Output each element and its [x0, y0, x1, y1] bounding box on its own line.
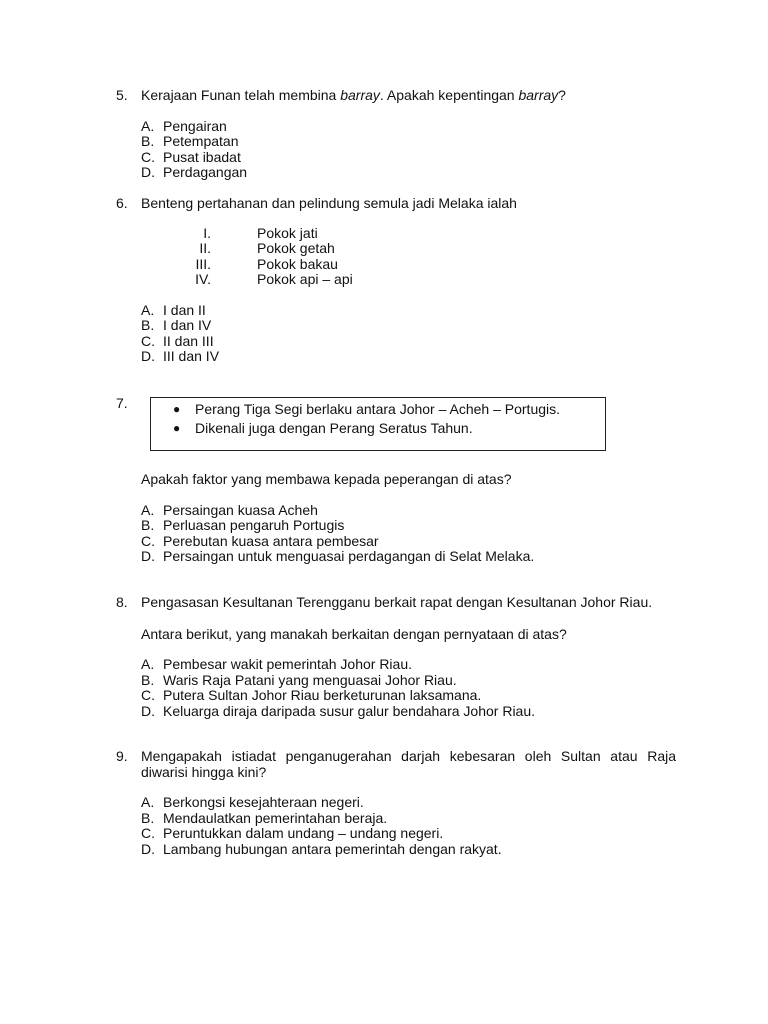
- roman-item: II. Pokok getah: [199, 240, 335, 256]
- question-stem: Apakah faktor yang membawa kepada peperangan di atas?: [141, 471, 512, 487]
- options-list: [141, 119, 676, 181]
- option-d[interactable]: D. Lambang hubungan antara pemerintah dengan rakyat.: [141, 840, 502, 857]
- question-6: [116, 196, 676, 365]
- option-a[interactable]: A. Berkongsi kesejahteraan negeri.: [141, 794, 364, 810]
- question-stem: Benteng pertahanan dan pelindung semula jadi Melaka ialah: [141, 195, 517, 211]
- roman-list: [173, 226, 676, 288]
- option-b[interactable]: B. Petempatan: [141, 133, 239, 149]
- question-number: 8.: [116, 594, 128, 610]
- question-stem-line1: Mengapakah istiadat penganugerahan darjah kebesaran oleh Sultan atau Raja: [141, 748, 676, 764]
- question-number: 6.: [116, 195, 128, 211]
- option-d[interactable]: D. III dan IV: [141, 348, 220, 364]
- question-stem-line2: diwarisi hingga kini?: [141, 763, 267, 780]
- option-d[interactable]: D. Persaingan untuk menguasai perdagangan di Selat Melaka.: [141, 548, 535, 564]
- bullet-item: ● Perang Tiga Segi berlaku antara Johor – Acheh – Portugis.: [173, 401, 561, 417]
- roman-item: III. Pokok bakau: [195, 255, 338, 272]
- options-list: [141, 303, 676, 365]
- statement-box: [150, 397, 606, 451]
- option-c[interactable]: C. Perebutan kuasa antara pembesar: [141, 532, 379, 549]
- option-b[interactable]: B. I dan IV: [141, 317, 212, 333]
- option-a[interactable]: A. Pengairan: [141, 117, 227, 134]
- question-5: [116, 88, 676, 181]
- question-stem: Pengasasan Kesultanan Terengganu berkait rapat dengan Kesultanan Johor Riau.: [141, 594, 653, 610]
- option-a[interactable]: A. Persaingan kuasa Acheh: [141, 501, 318, 518]
- roman-item: IV. Pokok api – api: [195, 271, 353, 287]
- option-c[interactable]: C. Peruntukkan dalam undang – undang negeri.: [141, 825, 444, 841]
- option-b[interactable]: B. Perluasan pengaruh Portugis: [141, 517, 345, 533]
- option-a[interactable]: A. I dan II: [141, 301, 206, 318]
- question-8: [116, 595, 676, 719]
- options-list: [141, 503, 676, 565]
- question-substem: Antara berikut, yang manakah berkaitan dengan pernyataan di atas?: [141, 625, 567, 642]
- question-7: [116, 472, 676, 565]
- option-c[interactable]: C. Putera Sultan Johor Riau berketurunan laksamana.: [141, 687, 482, 703]
- question-number: 9.: [116, 748, 128, 764]
- option-b[interactable]: B. Mendaulatkan pemerintahan beraja.: [141, 809, 388, 826]
- question-stem: Kerajaan Funan telah membina barray. Apakah kepentingan barray?: [141, 87, 566, 103]
- bullet-icon: ●: [173, 421, 181, 435]
- option-b[interactable]: B. Waris Raja Patani yang menguasai Johor Riau.: [141, 671, 457, 688]
- options-list: [141, 657, 676, 719]
- option-d[interactable]: D. Perdagangan: [141, 164, 248, 180]
- roman-item: I. Pokok jati: [203, 224, 318, 241]
- option-c[interactable]: C. II dan III: [141, 332, 214, 349]
- option-d[interactable]: D. Keluarga diraja daripada susur galur bendahara Johor Riau.: [141, 702, 536, 719]
- bullet-item: ● Dikenali juga dengan Perang Seratus Tahun.: [173, 420, 473, 436]
- option-c[interactable]: C. Pusat ibadat: [141, 148, 241, 165]
- question-number: 5.: [116, 87, 128, 103]
- option-a[interactable]: A. Pembesar wakit pemerintah Johor Riau.: [141, 656, 413, 672]
- bullet-icon: ●: [173, 402, 181, 416]
- question-number: 7.: [116, 395, 128, 411]
- options-list: [141, 795, 676, 857]
- question-9: [116, 749, 676, 857]
